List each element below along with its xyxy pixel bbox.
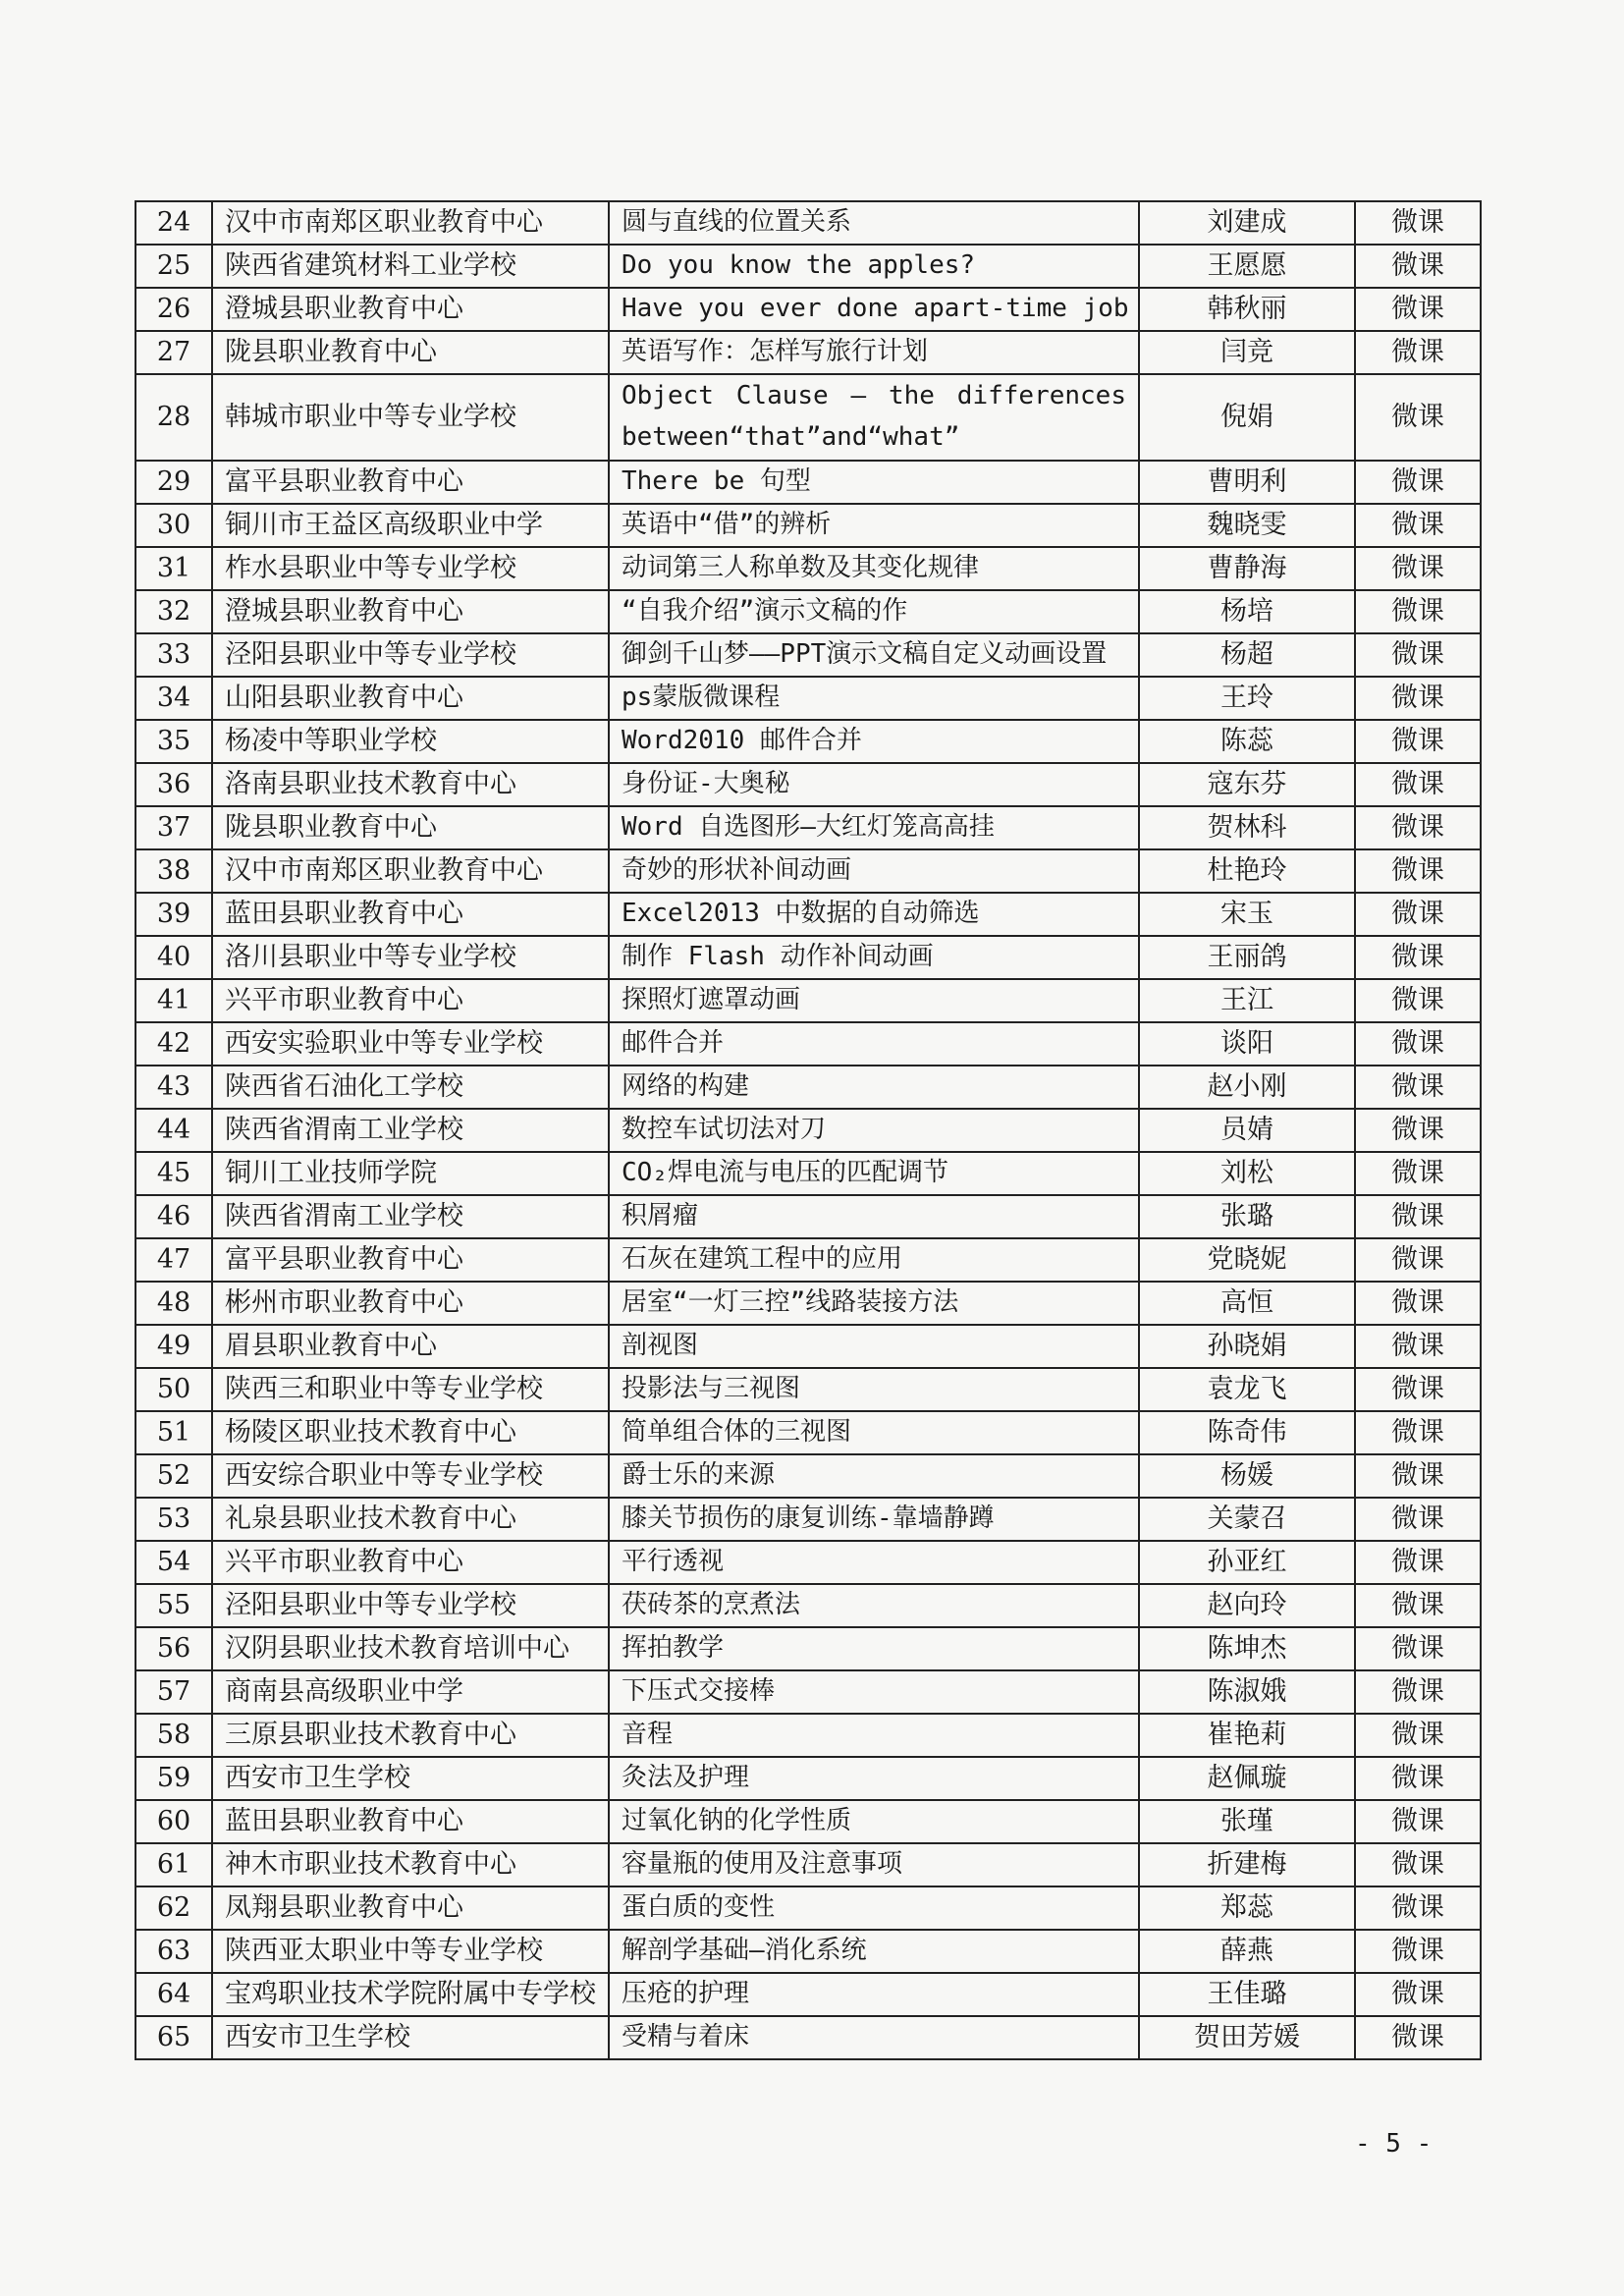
author-name: 陈淑娥	[1139, 1670, 1355, 1714]
row-number: 53	[135, 1498, 212, 1541]
course-title: There be 句型	[609, 461, 1139, 504]
table-row	[135, 1109, 1481, 1152]
school-name: 西安综合职业中等专业学校	[212, 1454, 609, 1498]
author-name: 袁龙飞	[1139, 1368, 1355, 1411]
course-title: Word2010 邮件合并	[609, 720, 1139, 763]
table-row	[135, 1411, 1481, 1454]
author-name: 宋玉	[1139, 893, 1355, 936]
table-row	[135, 849, 1481, 893]
table-row	[135, 806, 1481, 849]
table-row	[135, 2016, 1481, 2059]
school-name: 铜川工业技师学院	[212, 1152, 609, 1195]
school-name: 陕西省渭南工业学校	[212, 1109, 609, 1152]
course-title: 剖视图	[609, 1325, 1139, 1368]
school-name: 礼泉县职业技术教育中心	[212, 1498, 609, 1541]
author-name: 杜艳玲	[1139, 849, 1355, 893]
row-number: 55	[135, 1584, 212, 1627]
entry-type: 微课	[1355, 1757, 1481, 1800]
course-title: 过氧化钠的化学性质	[609, 1800, 1139, 1843]
row-number: 63	[135, 1930, 212, 1973]
school-name: 凤翔县职业教育中心	[212, 1886, 609, 1930]
author-name: 魏晓雯	[1139, 504, 1355, 547]
entry-type: 微课	[1355, 806, 1481, 849]
school-name: 陕西省渭南工业学校	[212, 1195, 609, 1238]
table-row	[135, 720, 1481, 763]
row-number: 44	[135, 1109, 212, 1152]
entry-type: 微课	[1355, 590, 1481, 633]
author-name: 赵小刚	[1139, 1066, 1355, 1109]
author-name: 员婧	[1139, 1109, 1355, 1152]
author-name: 王愿愿	[1139, 245, 1355, 288]
course-title: 身份证-大奥秘	[609, 763, 1139, 806]
author-name: 崔艳莉	[1139, 1714, 1355, 1757]
entry-type: 微课	[1355, 1152, 1481, 1195]
author-name: 曹明利	[1139, 461, 1355, 504]
row-number: 52	[135, 1454, 212, 1498]
author-name: 陈坤杰	[1139, 1627, 1355, 1670]
course-title: 邮件合并	[609, 1022, 1139, 1066]
row-number: 64	[135, 1973, 212, 2016]
table-row	[135, 677, 1481, 720]
course-title: Have you ever done apart-time job	[609, 288, 1139, 331]
row-number: 42	[135, 1022, 212, 1066]
table-row	[135, 979, 1481, 1022]
table-row	[135, 461, 1481, 504]
row-number: 38	[135, 849, 212, 893]
school-name: 陕西亚太职业中等专业学校	[212, 1930, 609, 1973]
school-name: 兴平市职业教育中心	[212, 979, 609, 1022]
entry-type: 微课	[1355, 288, 1481, 331]
table-row	[135, 1238, 1481, 1282]
row-number: 27	[135, 331, 212, 374]
school-name: 宝鸡职业技术学院附属中专学校	[212, 1973, 609, 2016]
author-name: 倪娟	[1139, 374, 1355, 461]
school-name: 蓝田县职业教育中心	[212, 893, 609, 936]
course-title: 蛋白质的变性	[609, 1886, 1139, 1930]
author-name: 孙亚红	[1139, 1541, 1355, 1584]
author-name: 寇东芬	[1139, 763, 1355, 806]
row-number: 40	[135, 936, 212, 979]
entry-type: 微课	[1355, 1325, 1481, 1368]
row-number: 45	[135, 1152, 212, 1195]
entry-type: 微课	[1355, 1282, 1481, 1325]
row-number: 33	[135, 633, 212, 677]
author-name: 赵向玲	[1139, 1584, 1355, 1627]
school-name: 西安市卫生学校	[212, 2016, 609, 2059]
author-name: 高恒	[1139, 1282, 1355, 1325]
table-row	[135, 1541, 1481, 1584]
author-name: 关蒙召	[1139, 1498, 1355, 1541]
course-title: 英语中“借”的辨析	[609, 504, 1139, 547]
table-row	[135, 1282, 1481, 1325]
author-name: 折建梅	[1139, 1843, 1355, 1886]
school-name: 洛川县职业中等专业学校	[212, 936, 609, 979]
row-number: 36	[135, 763, 212, 806]
table-row	[135, 1886, 1481, 1930]
author-name: 杨媛	[1139, 1454, 1355, 1498]
course-title: 动词第三人称单数及其变化规律	[609, 547, 1139, 590]
school-name: 汉阴县职业技术教育培训中心	[212, 1627, 609, 1670]
row-number: 60	[135, 1800, 212, 1843]
row-number: 59	[135, 1757, 212, 1800]
table-row	[135, 936, 1481, 979]
author-name: 杨超	[1139, 633, 1355, 677]
course-title: 石灰在建筑工程中的应用	[609, 1238, 1139, 1282]
author-name: 刘建成	[1139, 201, 1355, 245]
row-number: 25	[135, 245, 212, 288]
entry-type: 微课	[1355, 2016, 1481, 2059]
entry-type: 微课	[1355, 1454, 1481, 1498]
entry-type: 微课	[1355, 1022, 1481, 1066]
entry-type: 微课	[1355, 1238, 1481, 1282]
course-title: 御剑千山梦——PPT演示文稿自定义动画设置	[609, 633, 1139, 677]
course-title: 简单组合体的三视图	[609, 1411, 1139, 1454]
author-name: 闫竞	[1139, 331, 1355, 374]
table-row	[135, 1627, 1481, 1670]
course-title: 圆与直线的位置关系	[609, 201, 1139, 245]
table-row	[135, 633, 1481, 677]
row-number: 58	[135, 1714, 212, 1757]
entry-type: 微课	[1355, 720, 1481, 763]
course-title: 平行透视	[609, 1541, 1139, 1584]
course-title: ps蒙版微课程	[609, 677, 1139, 720]
table-row	[135, 763, 1481, 806]
school-name: 神木市职业技术教育中心	[212, 1843, 609, 1886]
school-name: 铜川市王益区高级职业中学	[212, 504, 609, 547]
table-row	[135, 547, 1481, 590]
school-name: 汉中市南郑区职业教育中心	[212, 201, 609, 245]
row-number: 50	[135, 1368, 212, 1411]
row-number: 43	[135, 1066, 212, 1109]
school-name: 杨凌中等职业学校	[212, 720, 609, 763]
course-title: 灸法及护理	[609, 1757, 1139, 1800]
author-name: 张瑾	[1139, 1800, 1355, 1843]
author-name: 贺林科	[1139, 806, 1355, 849]
course-title: 音程	[609, 1714, 1139, 1757]
course-title: Object Clause — the differences between“that”and“what”	[609, 374, 1139, 461]
course-title: 制作 Flash 动作补间动画	[609, 936, 1139, 979]
school-name: 韩城市职业中等专业学校	[212, 374, 609, 461]
school-name: 泾阳县职业中等专业学校	[212, 1584, 609, 1627]
course-title: CO₂焊电流与电压的匹配调节	[609, 1152, 1139, 1195]
school-name: 富平县职业教育中心	[212, 1238, 609, 1282]
row-number: 49	[135, 1325, 212, 1368]
author-name: 谈阳	[1139, 1022, 1355, 1066]
table-row	[135, 1152, 1481, 1195]
table-row	[135, 1498, 1481, 1541]
school-name: 陇县职业教育中心	[212, 331, 609, 374]
school-name: 商南县高级职业中学	[212, 1670, 609, 1714]
course-title: 挥拍教学	[609, 1627, 1139, 1670]
entry-type: 微课	[1355, 893, 1481, 936]
table-row	[135, 504, 1481, 547]
course-title: 解剖学基础—消化系统	[609, 1930, 1139, 1973]
entry-type: 微课	[1355, 979, 1481, 1022]
author-name: 刘松	[1139, 1152, 1355, 1195]
course-title: 茯砖茶的烹煮法	[609, 1584, 1139, 1627]
entry-type: 微课	[1355, 1195, 1481, 1238]
table-row	[135, 590, 1481, 633]
row-number: 37	[135, 806, 212, 849]
author-name: 赵佩璇	[1139, 1757, 1355, 1800]
entry-type: 微课	[1355, 763, 1481, 806]
entry-type: 微课	[1355, 461, 1481, 504]
table-row	[135, 1368, 1481, 1411]
table-row	[135, 288, 1481, 331]
entry-type: 微课	[1355, 1411, 1481, 1454]
course-title: Do you know the apples?	[609, 245, 1139, 288]
course-title: 探照灯遮罩动画	[609, 979, 1139, 1022]
entry-type: 微课	[1355, 1670, 1481, 1714]
row-number: 31	[135, 547, 212, 590]
school-name: 陇县职业教育中心	[212, 806, 609, 849]
school-name: 澄城县职业教育中心	[212, 590, 609, 633]
course-title: 投影法与三视图	[609, 1368, 1139, 1411]
school-name: 三原县职业技术教育中心	[212, 1714, 609, 1757]
author-name: 党晓妮	[1139, 1238, 1355, 1282]
school-name: 山阳县职业教育中心	[212, 677, 609, 720]
entry-type: 微课	[1355, 1066, 1481, 1109]
table-row	[135, 245, 1481, 288]
school-name: 富平县职业教育中心	[212, 461, 609, 504]
row-number: 34	[135, 677, 212, 720]
course-title: 下压式交接棒	[609, 1670, 1139, 1714]
award-table	[135, 200, 1482, 2060]
course-title: 压疮的护理	[609, 1973, 1139, 2016]
course-title: 英语写作：怎样写旅行计划	[609, 331, 1139, 374]
table-row	[135, 1454, 1481, 1498]
school-name: 陕西省建筑材料工业学校	[212, 245, 609, 288]
school-name: 彬州市职业教育中心	[212, 1282, 609, 1325]
table-row	[135, 1843, 1481, 1886]
author-name: 王江	[1139, 979, 1355, 1022]
author-name: 贺田芳媛	[1139, 2016, 1355, 2059]
course-title: 爵士乐的来源	[609, 1454, 1139, 1498]
table-row	[135, 201, 1481, 245]
entry-type: 微课	[1355, 1886, 1481, 1930]
course-title: “自我介绍”演示文稿的作	[609, 590, 1139, 633]
entry-type: 微课	[1355, 936, 1481, 979]
school-name: 柞水县职业中等专业学校	[212, 547, 609, 590]
entry-type: 微课	[1355, 1800, 1481, 1843]
course-title: Word 自选图形—大红灯笼高高挂	[609, 806, 1139, 849]
entry-type: 微课	[1355, 1843, 1481, 1886]
school-name: 眉县职业教育中心	[212, 1325, 609, 1368]
school-name: 蓝田县职业教育中心	[212, 1800, 609, 1843]
school-name: 西安实验职业中等专业学校	[212, 1022, 609, 1066]
table-row	[135, 893, 1481, 936]
row-number: 48	[135, 1282, 212, 1325]
row-number: 29	[135, 461, 212, 504]
author-name: 曹静海	[1139, 547, 1355, 590]
school-name: 西安市卫生学校	[212, 1757, 609, 1800]
course-title: 积屑瘤	[609, 1195, 1139, 1238]
row-number: 41	[135, 979, 212, 1022]
author-name: 韩秋丽	[1139, 288, 1355, 331]
school-name: 洛南县职业技术教育中心	[212, 763, 609, 806]
table-row	[135, 1195, 1481, 1238]
row-number: 24	[135, 201, 212, 245]
entry-type: 微课	[1355, 245, 1481, 288]
author-name: 薛燕	[1139, 1930, 1355, 1973]
table-row	[135, 1757, 1481, 1800]
row-number: 54	[135, 1541, 212, 1584]
course-title: 居室“一灯三控”线路装接方法	[609, 1282, 1139, 1325]
row-number: 26	[135, 288, 212, 331]
row-number: 62	[135, 1886, 212, 1930]
course-title: Excel2013 中数据的自动筛选	[609, 893, 1139, 936]
entry-type: 微课	[1355, 1714, 1481, 1757]
entry-type: 微课	[1355, 374, 1481, 461]
course-title: 奇妙的形状补间动画	[609, 849, 1139, 893]
author-name: 孙晓娟	[1139, 1325, 1355, 1368]
row-number: 28	[135, 374, 212, 461]
entry-type: 微课	[1355, 1973, 1481, 2016]
table-row	[135, 1714, 1481, 1757]
course-title: 容量瓶的使用及注意事项	[609, 1843, 1139, 1886]
entry-type: 微课	[1355, 1930, 1481, 1973]
course-title: 数控车试切法对刀	[609, 1109, 1139, 1152]
row-number: 56	[135, 1627, 212, 1670]
author-name: 王佳璐	[1139, 1973, 1355, 2016]
table-row	[135, 331, 1481, 374]
table-row	[135, 1022, 1481, 1066]
entry-type: 微课	[1355, 1627, 1481, 1670]
row-number: 32	[135, 590, 212, 633]
entry-type: 微课	[1355, 849, 1481, 893]
table-row	[135, 374, 1481, 461]
table-row	[135, 1325, 1481, 1368]
row-number: 30	[135, 504, 212, 547]
table-row	[135, 1584, 1481, 1627]
row-number: 46	[135, 1195, 212, 1238]
table-row	[135, 1066, 1481, 1109]
entry-type: 微课	[1355, 633, 1481, 677]
entry-type: 微课	[1355, 1541, 1481, 1584]
author-name: 张璐	[1139, 1195, 1355, 1238]
school-name: 泾阳县职业中等专业学校	[212, 633, 609, 677]
entry-type: 微课	[1355, 331, 1481, 374]
entry-type: 微课	[1355, 201, 1481, 245]
author-name: 陈蕊	[1139, 720, 1355, 763]
school-name: 杨陵区职业技术教育中心	[212, 1411, 609, 1454]
row-number: 51	[135, 1411, 212, 1454]
school-name: 陕西省石油化工学校	[212, 1066, 609, 1109]
entry-type: 微课	[1355, 677, 1481, 720]
row-number: 47	[135, 1238, 212, 1282]
entry-type: 微课	[1355, 1109, 1481, 1152]
row-number: 65	[135, 2016, 212, 2059]
table-row	[135, 1930, 1481, 1973]
table-row	[135, 1670, 1481, 1714]
entry-type: 微课	[1355, 1368, 1481, 1411]
school-name: 澄城县职业教育中心	[212, 288, 609, 331]
course-title: 网络的构建	[609, 1066, 1139, 1109]
entry-type: 微课	[1355, 504, 1481, 547]
entry-type: 微课	[1355, 1498, 1481, 1541]
course-title: 膝关节损伤的康复训练-靠墙静蹲	[609, 1498, 1139, 1541]
author-name: 王玲	[1139, 677, 1355, 720]
row-number: 57	[135, 1670, 212, 1714]
author-name: 郑蕊	[1139, 1886, 1355, 1930]
row-number: 61	[135, 1843, 212, 1886]
course-title: 受精与着床	[609, 2016, 1139, 2059]
school-name: 陕西三和职业中等专业学校	[212, 1368, 609, 1411]
school-name: 汉中市南郑区职业教育中心	[212, 849, 609, 893]
author-name: 杨培	[1139, 590, 1355, 633]
author-name: 王丽鸽	[1139, 936, 1355, 979]
author-name: 陈奇伟	[1139, 1411, 1355, 1454]
school-name: 兴平市职业教育中心	[212, 1541, 609, 1584]
entry-type: 微课	[1355, 547, 1481, 590]
row-number: 39	[135, 893, 212, 936]
page-number: - 5 -	[1355, 2129, 1433, 2159]
table-row	[135, 1800, 1481, 1843]
row-number: 35	[135, 720, 212, 763]
entry-type: 微课	[1355, 1584, 1481, 1627]
table-row	[135, 1973, 1481, 2016]
